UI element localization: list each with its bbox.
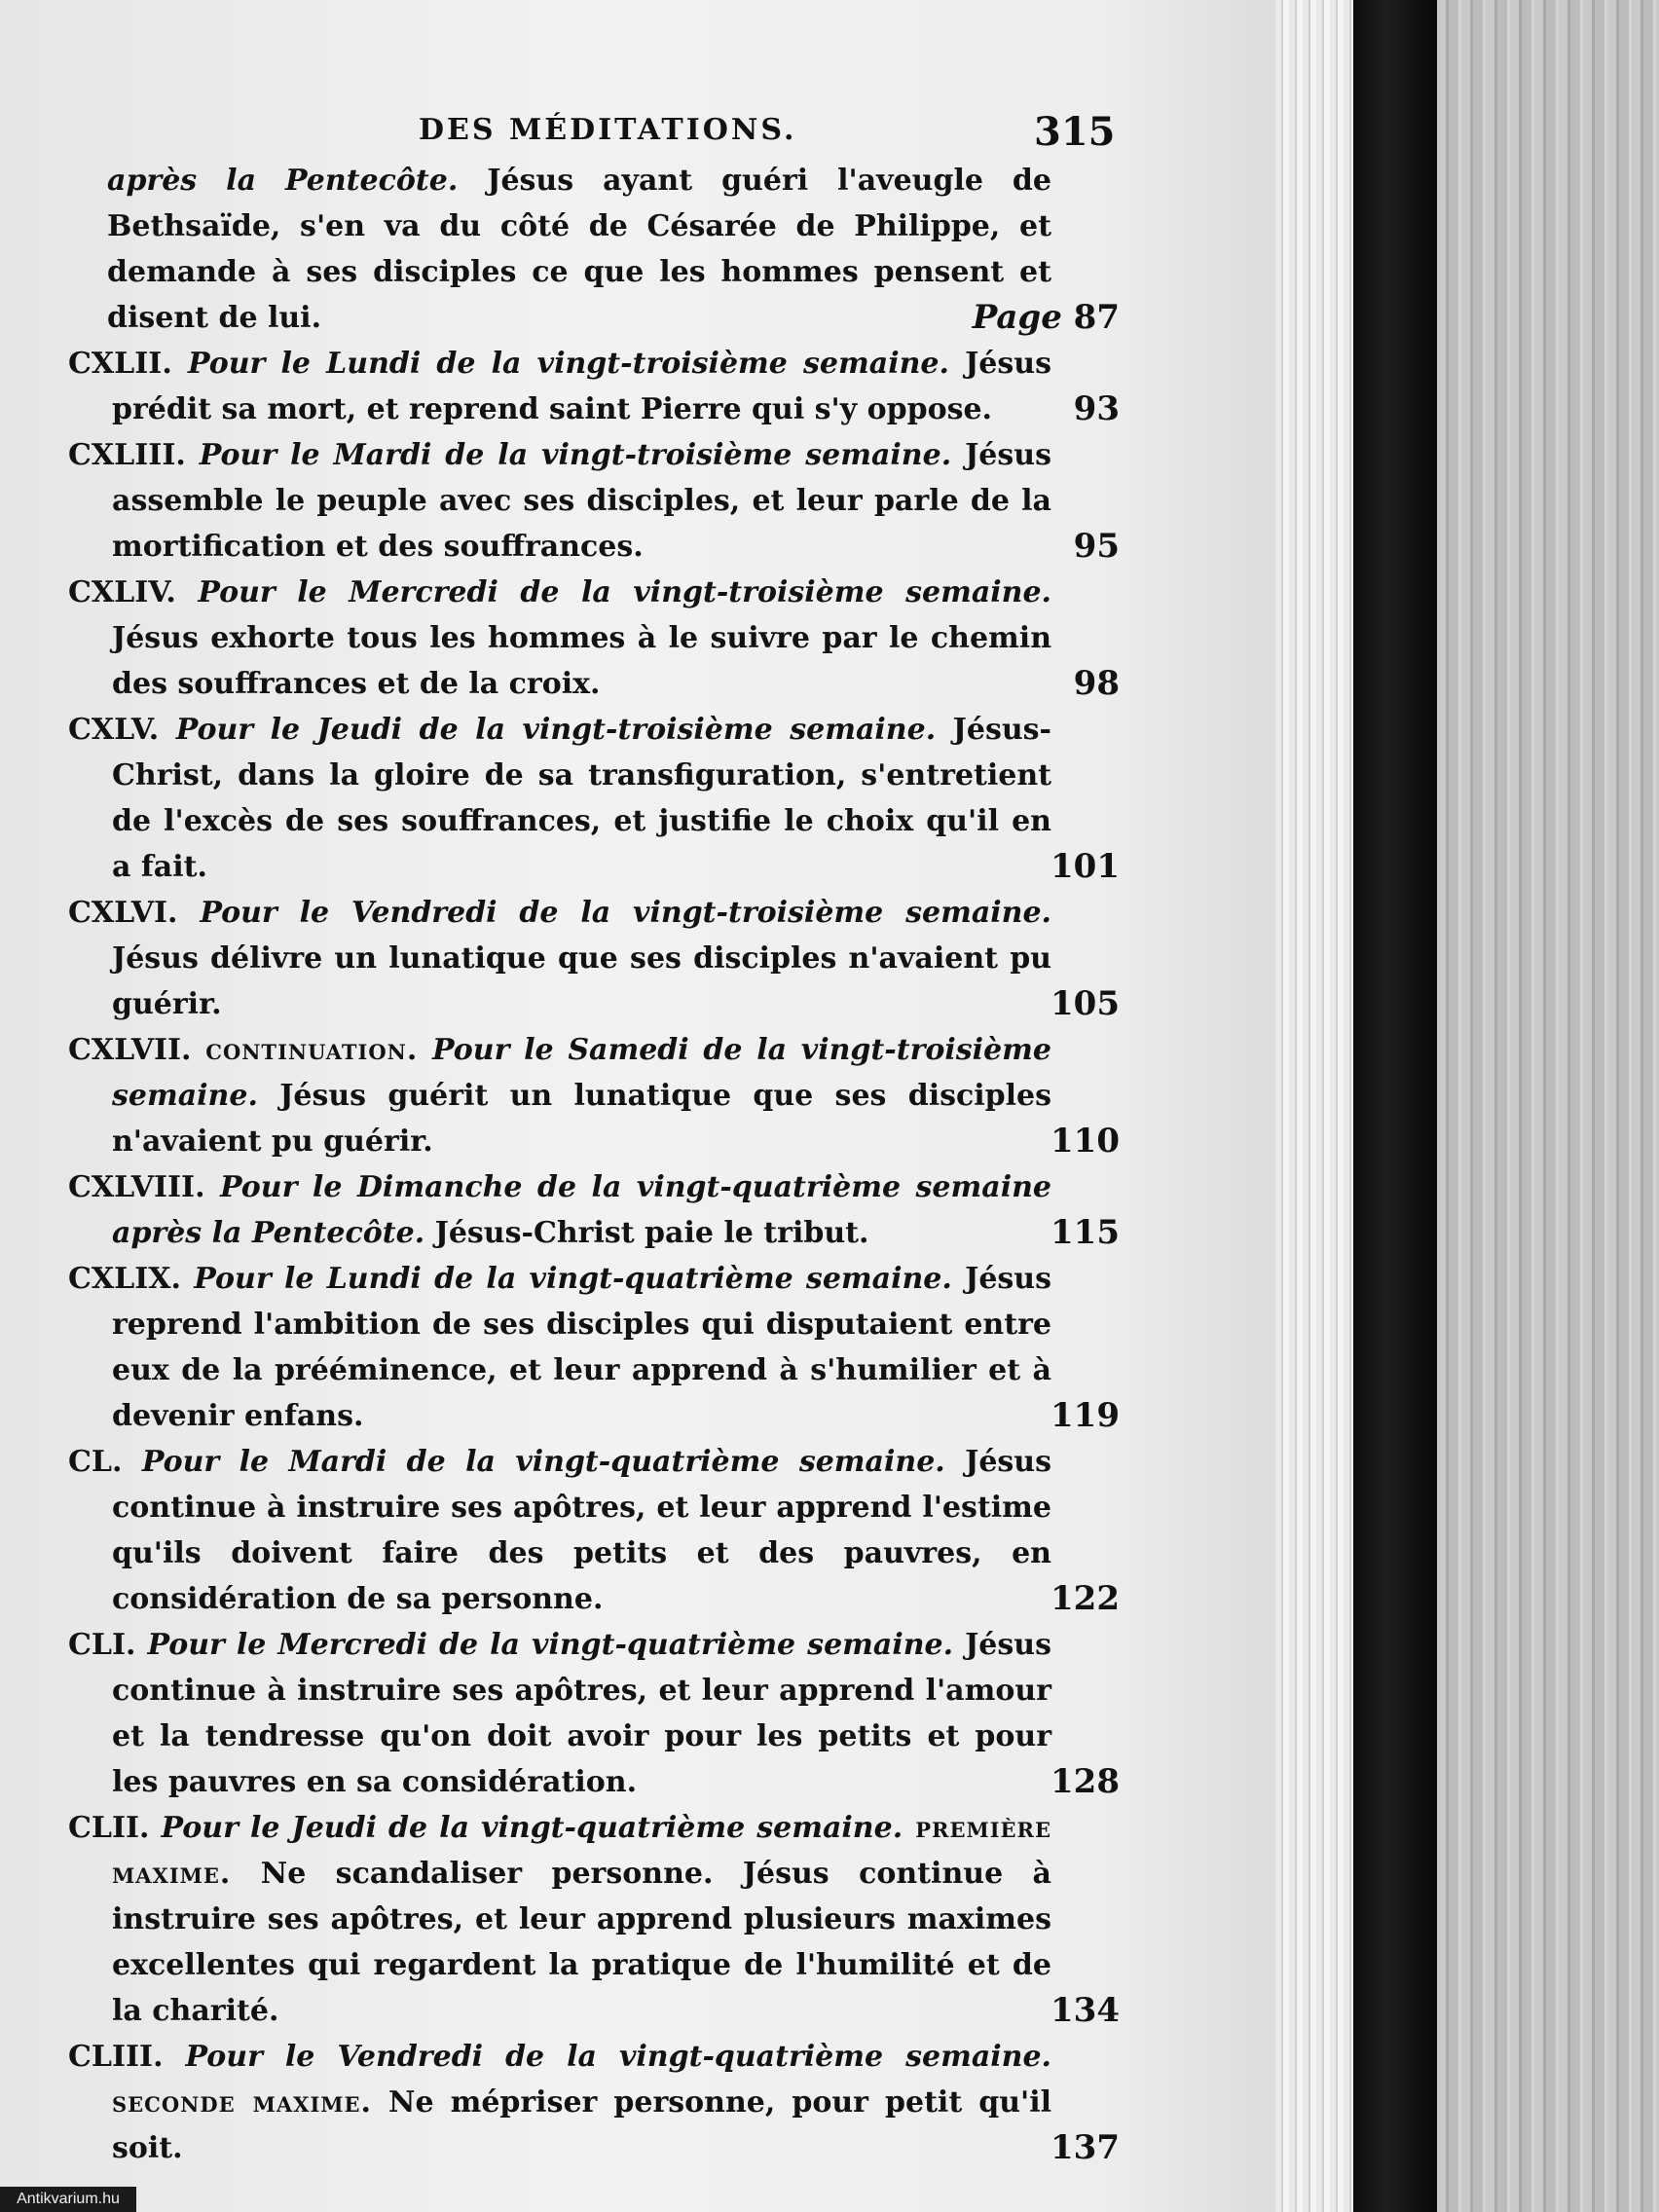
page-ref: 128 (1051, 1762, 1120, 1801)
table-of-contents (68, 158, 1120, 2171)
toc-entry: CL. Pour le Mardi de la vingt-quatrième semaine. Jésus continue à instruire ses apôtres, et leur apprend l'estime qu'ils doivent faire des petits et des pauvres, en considération de sa personne. 122 (68, 1439, 1120, 1622)
toc-entry: CXLVII. continuation. Pour le Samedi de la vingt-troisième semaine. Jésus guérit un lunatique que ses disciples n'avaient pu guérir. 110 (68, 1027, 1120, 1164)
running-title: DES MÉDITATIONS. (419, 113, 797, 147)
page-stack-edge (1275, 0, 1353, 2212)
page-ref: 105 (1051, 984, 1120, 1023)
watermark: Antikvarium.hu (0, 2187, 136, 2212)
page-ref: Page 87 (972, 298, 1120, 337)
page-number: 315 (1034, 109, 1116, 155)
page-ref: 101 (1051, 847, 1120, 886)
toc-entry: CLI. Pour le Mercredi de la vingt-quatrième semaine. Jésus continue à instruire ses apôtres, et leur apprend l'amour et la tendresse qu'on doit avoir pour les petits et pour les pauvres en sa considération. 128 (68, 1622, 1120, 1805)
toc-entry: CXLIX. Pour le Lundi de la vingt-quatrième semaine. Jésus reprend l'ambition de ses disciples qui disputaient entre eux de la prééminence, et leur apprend à s'humilier et à devenir enfans. 119 (68, 1256, 1120, 1439)
toc-entry: CXLV. Pour le Jeudi de la vingt-troisième semaine. Jésus-Christ, dans la gloire de sa transfiguration, s'entretient de l'excès de ses souffrances, et justifie le choix qu'il en a fait. 101 (68, 707, 1120, 890)
page-ref: 119 (1051, 1396, 1120, 1435)
toc-entry: CLIII. Pour le Vendredi de la vingt-quatrième semaine. seconde maxime. Ne mépriser personne, pour petit qu'il soit. 137 (68, 2034, 1120, 2171)
toc-entry: CXLVI. Pour le Vendredi de la vingt-troisième semaine. Jésus délivre un lunatique que ses disciples n'avaient pu guérir. 105 (68, 890, 1120, 1027)
toc-entry: CXLVIII. Pour le Dimanche de la vingt-quatrième semaine après la Pentecôte. Jésus-Christ paie le tribut. 115 (68, 1164, 1120, 1256)
page-ref: 93 (1073, 389, 1120, 428)
toc-entry: CXLII. Pour le Lundi de la vingt-troisième semaine. Jésus prédit sa mort, et reprend saint Pierre qui s'y oppose. 93 (68, 341, 1120, 432)
page-ref: 122 (1051, 1579, 1120, 1618)
page-ref: 134 (1051, 1991, 1120, 2030)
page-ref: 115 (1051, 1213, 1120, 1252)
toc-entry: après la Pentecôte. Jésus ayant guéri l'aveugle de Bethsaïde, s'en va du côté de Césarée de Philippe, et demande à ses disciples ce que les hommes pensent et disent de lui. Page 87 (68, 158, 1120, 341)
wood-background (1437, 0, 1659, 2212)
page-ref: 98 (1073, 664, 1120, 703)
toc-entry: CXLIII. Pour le Mardi de la vingt-troisième semaine. Jésus assemble le peuple avec ses disciples, et leur parle de la mortification et des souffrances. 95 (68, 432, 1120, 570)
toc-entry: CLII. Pour le Jeudi de la vingt-quatrième semaine. première maxime. Ne scandaliser personne. Jésus continue à instruire ses apôtres, et leur apprend plusieurs maximes excellentes qui regardent la pratique de l'humilité et de la charité. 134 (68, 1805, 1120, 2034)
page-ref: 137 (1051, 2128, 1120, 2167)
toc-entry: CXLIV. Pour le Mercredi de la vingt-troisième semaine. Jésus exhorte tous les hommes à le suivre par le chemin des souffrances et de la croix. 98 (68, 570, 1120, 707)
page-ref: 95 (1073, 527, 1120, 566)
page-ref: 110 (1051, 1122, 1120, 1161)
book-binding (1353, 0, 1437, 2212)
